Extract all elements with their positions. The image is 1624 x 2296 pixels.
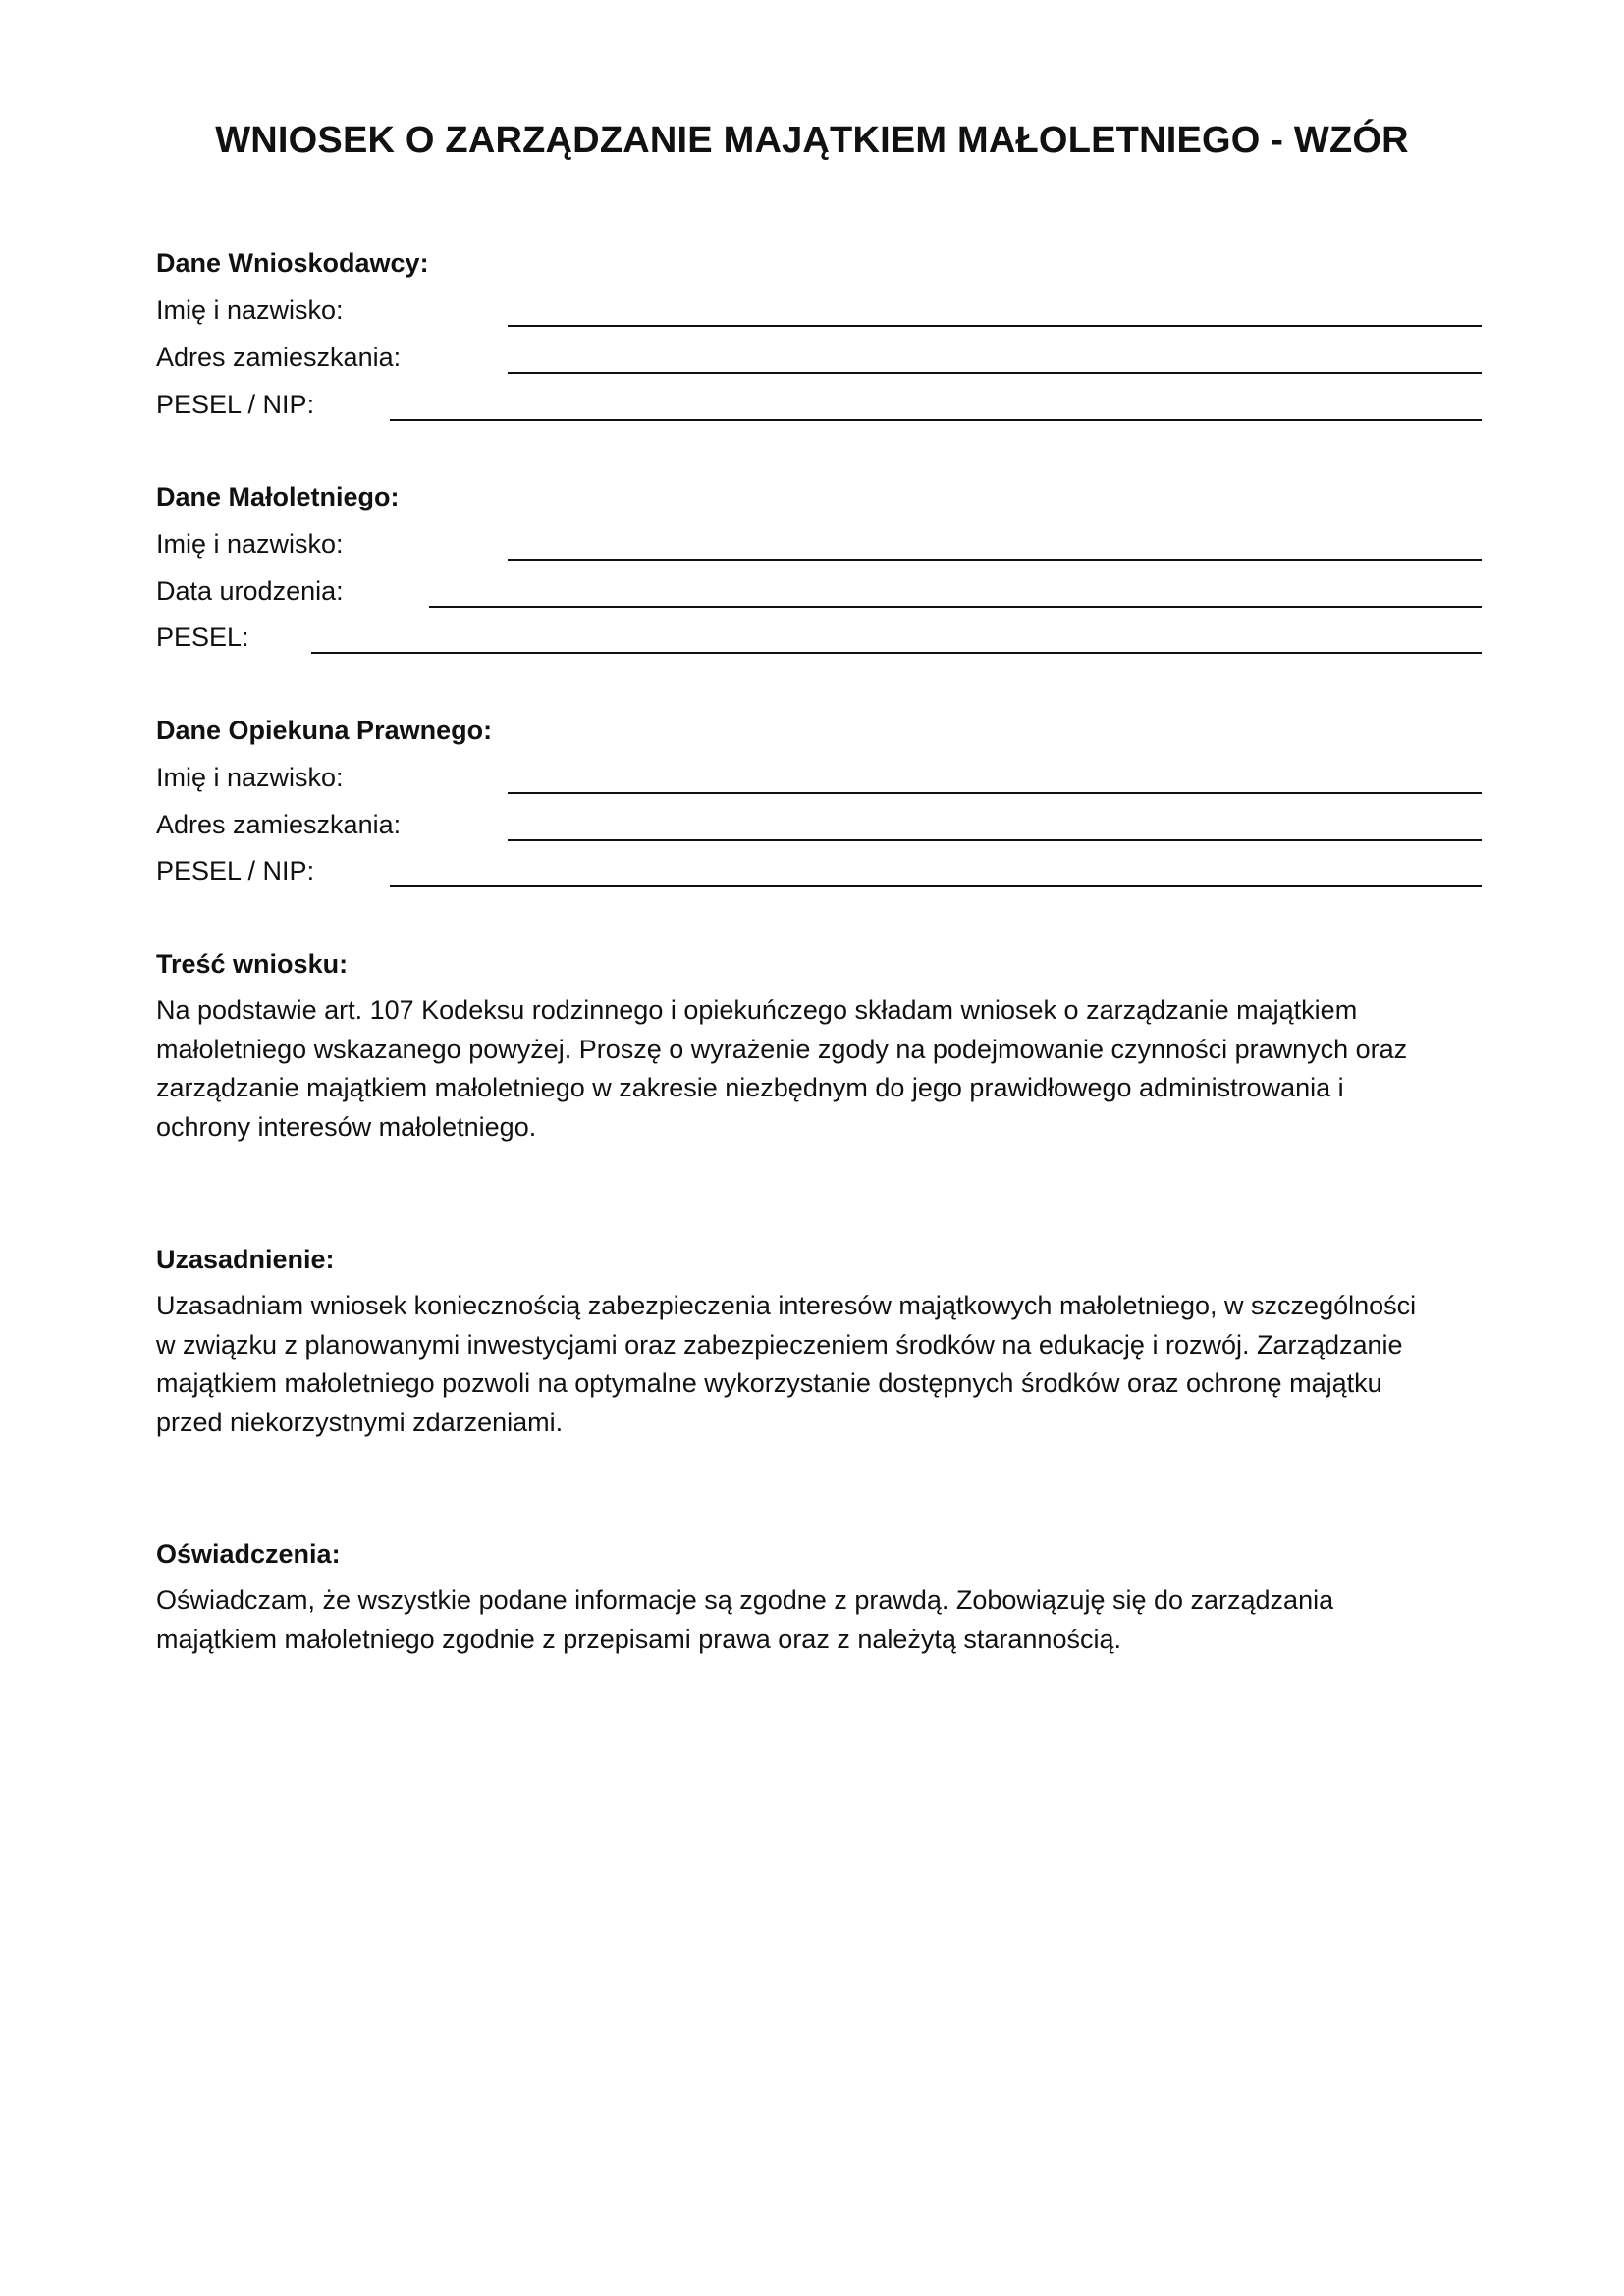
applicant-section-heading: Dane Wnioskodawcy: xyxy=(156,248,429,278)
applicant-address-label: Adres zamieszkania: xyxy=(156,343,402,372)
minor-name-label: Imię i nazwisko: xyxy=(156,529,344,559)
justification-line: w związku z planowanymi inwestycjami oraz zabezpieczeniem środków na edukację i rozwój. Zarządzanie xyxy=(156,1329,1403,1360)
justification-line: majątkiem małoletniego pozwoli na optymalne wykorzystanie dostępnych środków oraz ochronę majątku xyxy=(156,1368,1382,1398)
statements-paragraph xyxy=(156,1581,1491,1659)
applicant-id-line[interactable] xyxy=(390,419,1482,421)
guardian-section-heading: Dane Opiekuna Prawnego: xyxy=(156,716,493,745)
justification-paragraph xyxy=(156,1287,1491,1442)
document-title: WNIOSEK O ZARZĄDZANIE MAJĄTKIEM MAŁOLETNIEGO - WZÓR xyxy=(215,120,1409,161)
applicant-name-line[interactable] xyxy=(508,325,1482,327)
statements-line: Oświadczam, że wszystkie podane informacje są zgodne z prawdą. Zobowiązuję się do zarządzania xyxy=(156,1585,1334,1615)
minor-name-line[interactable] xyxy=(508,559,1482,561)
justification-line: przed niekorzystnymi zdarzeniami. xyxy=(156,1407,564,1437)
request-line: małoletniego wskazanego powyżej. Proszę o wyrażenie zgody na podejmowanie czynności prawnych oraz xyxy=(156,1034,1408,1064)
minor-birthdate-label: Data urodzenia: xyxy=(156,576,344,606)
request-line: Na podstawie art. 107 Kodeksu rodzinnego i opiekuńczego składam wniosek o zarządzanie majątkiem xyxy=(156,995,1358,1025)
request-section-heading: Treść wniosku: xyxy=(156,949,349,979)
request-paragraph xyxy=(156,991,1491,1147)
guardian-name-label: Imię i nazwisko: xyxy=(156,763,344,792)
guardian-address-line[interactable] xyxy=(508,839,1482,841)
justification-line: Uzasadniam wniosek koniecznością zabezpieczenia interesów majątkowych małoletniego, w szczególności xyxy=(156,1291,1417,1320)
minor-pesel-label: PESEL: xyxy=(156,622,249,652)
minor-birthdate-line[interactable] xyxy=(429,606,1482,608)
applicant-address-line[interactable] xyxy=(508,372,1482,374)
minor-section-heading: Dane Małoletniego: xyxy=(156,482,400,511)
request-line: ochrony interesów małoletniego. xyxy=(156,1111,537,1142)
statements-line: majątkiem małoletniego zgodnie z przepisami prawa oraz z należytą starannością. xyxy=(156,1624,1121,1654)
guardian-name-line[interactable] xyxy=(508,792,1482,794)
statements-section-heading: Oświadczenia: xyxy=(156,1539,341,1569)
applicant-id-label: PESEL / NIP: xyxy=(156,390,315,419)
minor-pesel-line[interactable] xyxy=(311,652,1482,654)
justification-section-heading: Uzasadnienie: xyxy=(156,1245,335,1274)
applicant-name-label: Imię i nazwisko: xyxy=(156,295,344,325)
guardian-id-label: PESEL / NIP: xyxy=(156,856,315,885)
guardian-id-line[interactable] xyxy=(390,885,1482,887)
guardian-address-label: Adres zamieszkania: xyxy=(156,810,402,839)
request-line: zarządzanie majątkiem małoletniego w zakresie niezbędnym do jego prawidłowego administrowania i xyxy=(156,1073,1344,1102)
